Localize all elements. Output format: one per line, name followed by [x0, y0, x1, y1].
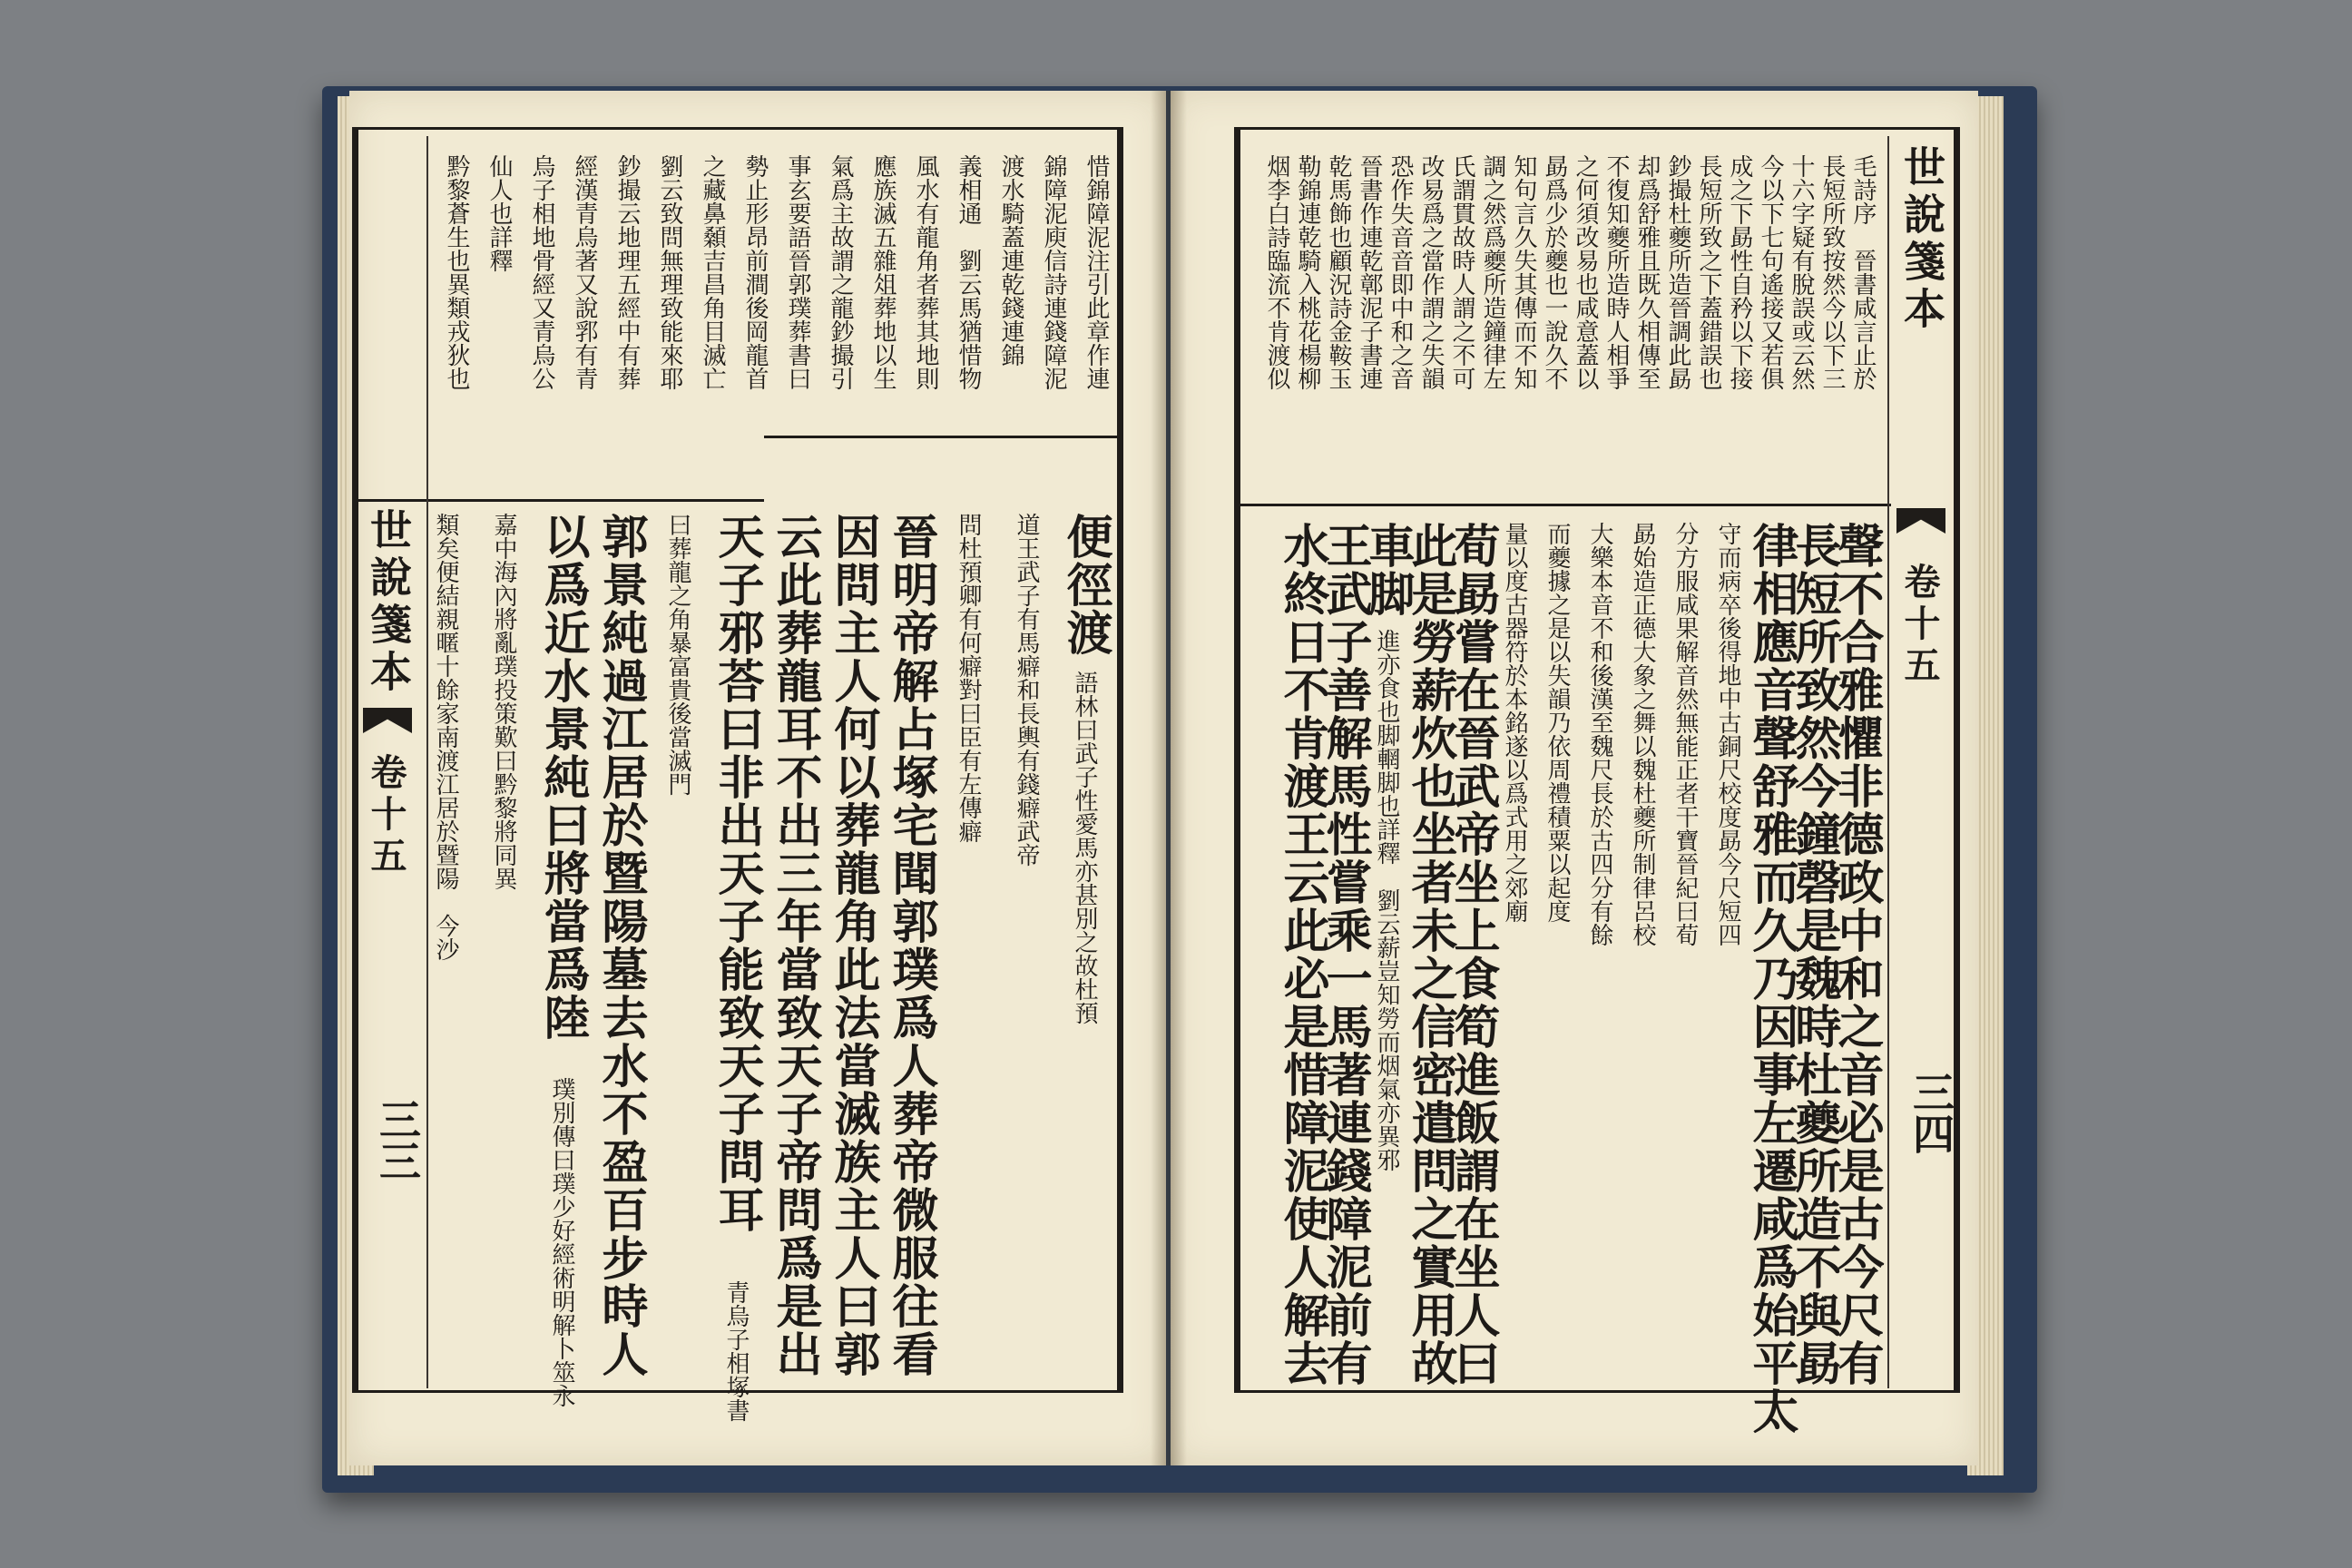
right-banner-title: 世說箋本	[1897, 145, 1946, 334]
right-text-column: 聲不合雅懼非德政中和之音必是古今尺有	[1829, 522, 1884, 1387]
right-text-column: 車脚	[1360, 522, 1415, 618]
right-commentary-column: 却爲舒雅且既久相傳至	[1633, 154, 1661, 390]
left-commentary-column: 仙人也詳釋	[485, 154, 513, 272]
right-annotation-column: 分方服咸果解音然無能正者干寶晉紀曰荀	[1671, 522, 1699, 946]
right-commentary-column: 氏謂貫故時人謂之不可	[1448, 154, 1475, 390]
right-annotation-column: 而夔據之是以失韻乃依周禮積粟以起度	[1544, 522, 1571, 923]
right-commentary-column: 調之然爲夔所造鐘律左	[1479, 154, 1506, 390]
right-commentary-column: 今以下七句遙接又若俱	[1757, 154, 1784, 390]
left-page-number: 三三	[373, 1098, 422, 1181]
left-volume-label: 卷十五	[365, 753, 407, 878]
left-commentary-column: 黔黎蒼生也異類戎狄也	[443, 154, 470, 390]
left-text-column: 便徑渡	[1058, 513, 1112, 657]
right-commentary-column: 勒錦連乾騎入桃花楊柳	[1294, 154, 1321, 390]
right-commentary-column: 毛詩序 晉書咸言止於	[1849, 154, 1877, 390]
right-annotation-column: 進亦食也脚輞脚也詳釋 劉云薪豈知勞而烟氣亦異邪	[1373, 629, 1400, 1171]
left-banner-rule	[426, 136, 428, 1388]
right-annotation-column: 守而病卒後得地中古銅尺校度勗今尺短四	[1714, 522, 1741, 946]
right-commentary-column: 烟李白詩臨流不肯渡似	[1263, 154, 1290, 390]
left-annotation-column: 青烏子相塚書	[722, 1280, 750, 1422]
left-commentary-column: 劉云致問無理致能來耶	[656, 154, 683, 390]
right-text-column: 律相應音聲舒雅而久乃因事左遷咸爲始平太	[1744, 522, 1798, 1436]
left-commentary-column: 事玄要語晉郭璞葬書曰	[784, 154, 811, 390]
right-volume-label: 卷十五	[1898, 563, 1941, 688]
left-commentary-column: 渡水騎蓋連乾錢連錦	[997, 154, 1024, 367]
left-annotation-column: 道王武子有馬癖和長輿有錢癖武帝	[1013, 513, 1040, 867]
right-commentary-column: 恐作失音音即中和之音	[1387, 154, 1414, 390]
left-commentary-column: 氣爲主故謂之龍鈔撮引	[827, 154, 854, 390]
book-gutter	[1151, 91, 1187, 1465]
left-commentary-column: 應族滅五雜俎葬地以生	[869, 154, 897, 390]
right-text-column: 此是勞薪炊也坐者未之信密遣問之實用故	[1403, 522, 1457, 1387]
right-commentary-column: 晉書作連乾鄣泥子書連	[1356, 154, 1383, 390]
right-annotation-column: 量以度古器符於本銘遂以爲式用之郊廟	[1501, 522, 1528, 923]
left-text-column: 以爲近水景純曰將當爲陸	[535, 513, 590, 1042]
right-banner-rule	[1887, 136, 1889, 1388]
left-commentary-column: 經漢青烏著又說郛有青	[571, 154, 598, 390]
right-commentary-divider	[1238, 504, 1891, 506]
right-commentary-column: 鈔撮杜夔所造晉調此勗	[1664, 154, 1691, 390]
left-commentary-divider-2	[764, 436, 1123, 438]
right-annotation-column: 勗始造正德大象之舞以魏杜夔所制律呂校	[1629, 522, 1656, 946]
left-annotation-column: 語林曰武子性愛馬亦甚別之故杜預	[1071, 671, 1098, 1024]
right-text-column: 荀勗嘗在晉武帝坐上食筍進飯謂在坐人曰	[1446, 522, 1500, 1387]
right-annotation-column: 大樂本音不和後漢至魏尺長於古四分有餘	[1586, 522, 1613, 946]
left-commentary-column: 義相通 劉云馬猶惜物	[955, 154, 982, 390]
left-text-column: 云此葬龍耳不出三年當致天子帝問爲是出	[768, 513, 822, 1378]
right-text-column: 長短所致然今鐘磬是魏時杜夔所造不與勗	[1787, 522, 1841, 1387]
left-commentary-column: 錦障泥庾信詩連錢障泥	[1040, 154, 1067, 390]
left-annotation-column: 璞別傳曰璞少好經術明解卜筮永	[548, 1077, 575, 1407]
left-text-column: 天子邪荅曰非出天子能致天子問耳	[710, 513, 764, 1234]
right-commentary-column: 知句言久失其傳而不知	[1510, 154, 1537, 390]
left-text-column: 郭景純過江居於暨陽墓去水不盈百步時人	[593, 513, 648, 1378]
left-text-column: 晉明帝解占塚宅聞郭璞爲人葬帝微服往看	[884, 513, 938, 1378]
right-commentary-column: 長短所致之下蓋錯誤也	[1695, 154, 1722, 390]
right-commentary-column: 乾馬飾也顧況詩金鞍玉	[1325, 154, 1352, 390]
right-commentary-column: 改易爲之當作謂之失韻	[1417, 154, 1445, 390]
left-commentary-column: 惜錦障泥注引此章作連	[1083, 154, 1110, 390]
right-commentary-column: 之何須改易也咸意蓋以	[1572, 154, 1599, 390]
right-commentary-column: 十六字疑有脫誤或云然	[1788, 154, 1815, 390]
left-commentary-column: 勢止形昂前澗後岡龍首	[741, 154, 769, 390]
right-text-column: 水終日不肯渡王云此必是惜障泥使人解去	[1275, 522, 1329, 1387]
left-text-column: 因問主人何以葬龍角此法當滅族主人曰郭	[826, 513, 880, 1378]
left-commentary-divider	[356, 499, 764, 502]
left-annotation-column: 類矣便結親暱十餘家南渡江居於暨陽 今沙	[432, 513, 459, 961]
right-commentary-column: 不復知夔所造時人相爭	[1602, 154, 1630, 390]
right-commentary-column: 勗爲少於夔也一說久不	[1541, 154, 1568, 390]
left-commentary-column: 烏子相地骨經又青烏公	[528, 154, 555, 390]
left-commentary-column: 鈔撮云地理五經中有葬	[613, 154, 641, 390]
right-commentary-column: 成之下勗性自矜以下接	[1726, 154, 1753, 390]
left-annotation-column: 曰葬龍之角暴富貴後當滅門	[664, 513, 691, 796]
right-commentary-column: 長短所致按然今以下三	[1818, 154, 1846, 390]
left-commentary-column: 風水有龍角者葬其地則	[912, 154, 939, 390]
left-annotation-column: 嘉中海內將亂璞投策歎曰黔黎將同異	[490, 513, 517, 890]
right-page-number: 三四	[1906, 1071, 1955, 1154]
left-annotation-column: 問杜預卿有何癖對曰臣有左傳癖	[955, 513, 982, 843]
right-text-column: 王武子善解馬性嘗乘一馬著連錢障泥前有	[1318, 522, 1372, 1387]
left-banner-title: 世說箋本	[364, 508, 413, 697]
left-commentary-column: 之藏鼻顙吉昌角目滅亡	[699, 154, 726, 390]
